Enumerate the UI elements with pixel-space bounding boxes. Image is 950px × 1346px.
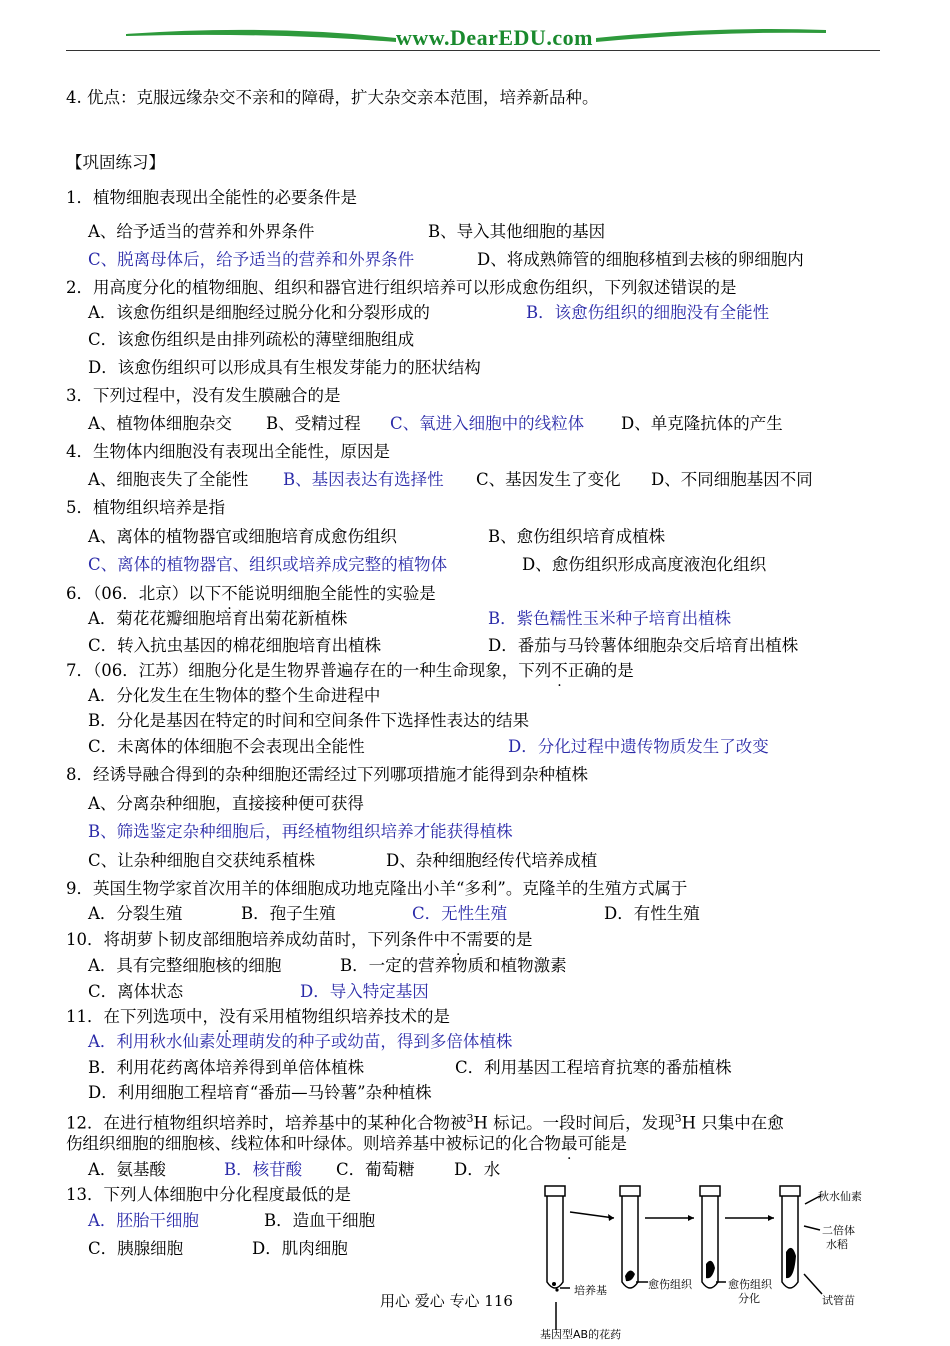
q13-option-c: C．胰腺细胞: [88, 1239, 184, 1258]
fig-label-callus: 愈伤组织: [648, 1278, 692, 1291]
q1-option-a: A、给予适当的营养和外界条件: [88, 222, 315, 241]
q7-option-c: C．未离体的体细胞不会表现出全能性: [88, 737, 365, 756]
q7-stem-pre: 7．（06．江苏）细胞分化是生物界普遍存在的一种生命现象，下列: [66, 661, 552, 680]
q2-option-a: A．该愈伤组织是细胞经过脱分化和分裂形成的: [88, 303, 430, 322]
q6-option-c: C．转入抗虫基因的棉花细胞培育出植株: [88, 636, 382, 655]
test-tubes-diagram-icon: [540, 1182, 880, 1342]
fig-label-diploid-1: 二倍体: [822, 1224, 855, 1237]
q12-superscript-2: 3: [674, 1112, 682, 1125]
q9-option-a: A．分裂生殖: [88, 904, 183, 923]
q10-option-d: D．导入特定基因: [300, 982, 429, 1001]
q5-option-b: B、愈伤组织培育成植株: [488, 527, 666, 546]
q6-stem-post: 能说明细胞全能性的实验是: [237, 584, 436, 603]
q11-option-b: B．利用花药离体培养得到单倍体植株: [88, 1058, 365, 1077]
q11-stem-pre: 11．在下列选项中，: [66, 1007, 219, 1026]
q10-stem-emphasis: 不: [450, 930, 467, 949]
q7-option-b: B．分化是基因在特定的时间和空间条件下选择性表达的结果: [88, 711, 530, 730]
fig-label-anther: 基因型AB的花药: [540, 1328, 622, 1341]
tissue-culture-figure: [540, 1182, 880, 1342]
intro-text: 4. 优点：克服远缘杂交不亲和的障碍，扩大杂交亲本范围，培养新品种。: [66, 88, 599, 107]
q11-stem-post: 有采用植物组织培养技术的是: [235, 1007, 450, 1026]
site-logo[interactable]: www.DearEDU.com: [396, 25, 593, 50]
q12-stem-text-a: 12．在进行植物组织培养时，培养基中的某种化合物被: [66, 1113, 467, 1133]
q2-stem: 2．用高度分化的植物细胞、组织和器官进行组织培养可以形成愈伤组织，下列叙述错误的是: [66, 278, 737, 297]
q13-option-d: D．肌肉细胞: [252, 1239, 348, 1258]
q4-option-b: B、基因表达有选择性: [283, 470, 444, 489]
q12-stem-line2: [66, 1134, 627, 1154]
q10-option-a: A．具有完整细胞核的细胞: [88, 956, 282, 975]
q7-stem: [66, 661, 634, 681]
q6-stem-emphasis: 不: [221, 584, 238, 603]
q4-option-d: D、不同细胞基因不同: [651, 470, 813, 489]
q11-option-a: A．利用秋水仙素处理萌发的种子或幼苗，得到多倍体植株: [88, 1032, 513, 1051]
q7-option-a: A．分化发生在生物体的整个生命进程中: [88, 686, 381, 705]
q12-option-a: A．氨基酸: [88, 1160, 166, 1179]
fig-label-callus-diff-1: 愈伤组织: [728, 1278, 772, 1291]
q4-option-a: A、细胞丧失了全能性: [88, 470, 249, 489]
q11-stem-emphasis: 没: [219, 1007, 236, 1026]
q7-option-d: D．分化过程中遗传物质发生了改变: [508, 737, 769, 756]
page-footer: 用心 爱心 专心 116: [380, 1292, 513, 1310]
q13-option-a: A．胚胎干细胞: [88, 1211, 199, 1230]
q12-stem-line2-pre: 伤组织细胞的细胞核、线粒体和叶绿体。则培养基中被标记的化合物: [66, 1134, 561, 1153]
page-header: [66, 22, 880, 52]
q10-option-b: B．一定的营养物质和植物激素: [340, 956, 567, 975]
q13-option-b: B．造血干细胞: [264, 1211, 376, 1230]
q5-option-a: A、离体的植物器官或细胞培育成愈伤组织: [88, 527, 397, 546]
q12-option-d: D．水: [454, 1160, 501, 1179]
section-title: 【巩固练习】: [66, 153, 165, 172]
q10-stem-pre: 10．将胡萝卜韧皮部细胞培养成幼苗时，下列条件中: [66, 930, 450, 949]
q12-stem-emphasis: 最: [561, 1134, 578, 1153]
q12-stem-line2-post: 可能是: [577, 1134, 627, 1153]
q6-option-a: A．菊花花瓣细胞培育出菊花新植株: [88, 609, 348, 628]
q9-option-b: B．孢子生殖: [241, 904, 336, 923]
header-divider: [66, 50, 880, 51]
q7-stem-post: 正确的是: [567, 661, 634, 680]
q9-stem: 9．英国生物学家首次用羊的体细胞成功地克隆出小羊“多利”。克隆羊的生殖方式属于: [66, 879, 688, 898]
q1-option-b: B、导入其他细胞的基因: [428, 222, 606, 241]
q7-stem-emphasis: 不: [551, 661, 568, 680]
q12-option-b: B．核苷酸: [224, 1160, 303, 1179]
q10-stem: [66, 930, 533, 950]
q12-stem-text-b: H 标记。一段时间后，发现: [473, 1113, 675, 1133]
q3-stem: 3．下列过程中，没有发生膜融合的是: [66, 386, 341, 405]
q11-option-d: D．利用细胞工程培育“番茄—马铃薯”杂种植株: [88, 1083, 432, 1102]
q8-option-c: C、让杂种细胞自交获纯系植株: [88, 851, 316, 870]
q12-stem-text-c: H 只集中在愈: [681, 1113, 784, 1133]
q10-option-c: C．离体状态: [88, 982, 184, 1001]
q9-option-c: C．无性生殖: [412, 904, 508, 923]
q5-option-d: D、愈伤组织形成高度液泡化组织: [522, 555, 767, 574]
q11-option-c: C．利用基因工程培育抗寒的番茄植株: [455, 1058, 732, 1077]
q4-option-c: C、基因发生了变化: [476, 470, 621, 489]
q8-stem: 8．经诱导融合得到的杂种细胞还需经过下列哪项措施才能得到杂种植株: [66, 765, 588, 784]
q3-option-d: D、单克隆抗体的产生: [621, 414, 783, 433]
q5-stem: 5．植物组织培养是指: [66, 498, 225, 517]
fig-label-medium: 培养基: [574, 1284, 607, 1297]
q8-option-a: A、分离杂种细胞，直接接种便可获得: [88, 794, 364, 813]
q2-option-d: D．该愈伤组织可以形成具有生根发芽能力的胚状结构: [88, 358, 481, 377]
q1-option-c: C、脱离母体后，给予适当的营养和外界条件: [88, 250, 415, 269]
q8-option-d: D、杂种细胞经传代培养成植: [386, 851, 598, 870]
q6-option-d: D．番茄与马铃薯体细胞杂交后培育出植株: [488, 636, 799, 655]
q6-stem: [66, 584, 436, 604]
q4-stem: 4．生物体内细胞没有表现出全能性，原因是: [66, 442, 390, 461]
q10-stem-post: 需要的是: [466, 930, 533, 949]
q8-option-b: B、筛选鉴定杂种细胞后，再经植物组织培养才能获得植株: [88, 822, 513, 841]
q11-stem: [66, 1007, 450, 1027]
q2-option-b: B．该愈伤组织的细胞没有全能性: [526, 303, 770, 322]
q12-option-c: C．葡萄糖: [336, 1160, 415, 1179]
q3-option-a: A、植物体细胞杂交: [88, 414, 232, 433]
q3-option-b: B、受精过程: [266, 414, 361, 433]
q2-option-c: C．该愈伤组织是由排列疏松的薄壁细胞组成: [88, 330, 415, 349]
q1-option-d: D、将成熟筛管的细胞移植到去核的卵细胞内: [477, 250, 804, 269]
q12-stem-line1: [66, 1109, 784, 1134]
q1-stem: 1．植物细胞表现出全能性的必要条件是: [66, 188, 357, 207]
q6-stem-pre: 6．（06．北京）以下: [66, 584, 222, 603]
fig-label-callus-diff-2: 分化: [738, 1292, 760, 1305]
q6-option-b: B．紫色糯性玉米种子培育出植株: [488, 609, 732, 628]
q5-option-c: C、离体的植物器官、组织或培养成完整的植物体: [88, 555, 448, 574]
q9-option-d: D．有性生殖: [604, 904, 700, 923]
q12-superscript-1: 3: [466, 1112, 474, 1125]
q3-option-c: C、氧进入细胞中的线粒体: [390, 414, 585, 433]
q13-stem: 13．下列人体细胞中分化程度最低的是: [66, 1185, 351, 1204]
fig-label-seedling: 试管苗: [822, 1294, 855, 1307]
fig-label-diploid-2: 水稻: [826, 1238, 848, 1251]
fig-label-colchicine: 秋水仙素: [818, 1190, 862, 1203]
